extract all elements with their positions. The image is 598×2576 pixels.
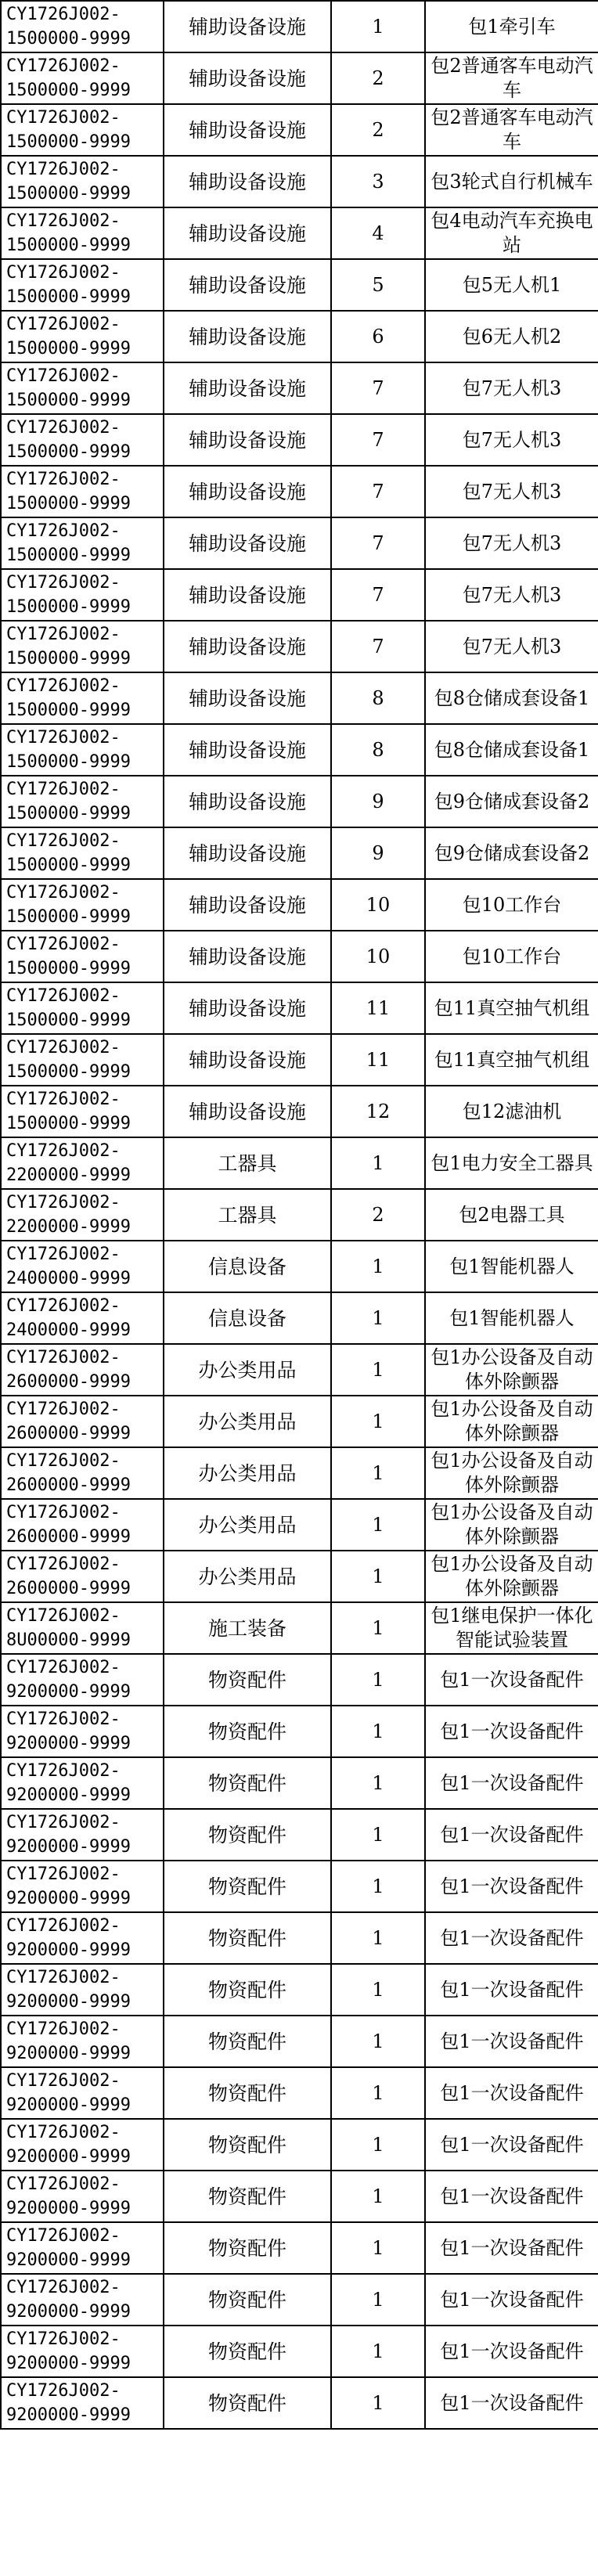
category-cell: 辅助设备设施: [164, 879, 331, 931]
package-name-cell: 包1一次设备配件: [425, 2067, 598, 2119]
category-cell: 物资配件: [164, 2119, 331, 2171]
package-name-cell: 包9仓储成套设备2: [425, 776, 598, 827]
package-number-cell: 1: [331, 1551, 425, 1602]
bid-code-cell: CY1726J002- 9200000-9999: [1, 1654, 164, 1706]
bid-code-cell: CY1726J002- 9200000-9999: [1, 2274, 164, 2326]
category-cell: 辅助设备设施: [164, 931, 331, 982]
category-cell: 办公类用品: [164, 1447, 331, 1499]
category-cell: 信息设备: [164, 1292, 331, 1344]
category-cell: 辅助设备设施: [164, 362, 331, 414]
bid-code-cell: CY1726J002- 2400000-9999: [1, 1292, 164, 1344]
category-cell: 物资配件: [164, 1809, 331, 1861]
table-row: [1, 517, 598, 569]
package-name-cell: 包7无人机3: [425, 466, 598, 517]
package-number-cell: 8: [331, 672, 425, 724]
category-cell: 辅助设备设施: [164, 207, 331, 259]
package-number-cell: 6: [331, 311, 425, 362]
package-name-cell: 包7无人机3: [425, 517, 598, 569]
bid-code-cell: CY1726J002- 9200000-9999: [1, 2067, 164, 2119]
bid-code-cell: CY1726J002- 9200000-9999: [1, 2377, 164, 2429]
bid-code-cell: CY1726J002- 9200000-9999: [1, 1757, 164, 1809]
category-cell: 物资配件: [164, 2326, 331, 2377]
table-row: [1, 724, 598, 776]
table-row: [1, 1034, 598, 1086]
table-row: [1, 1551, 598, 1602]
category-cell: 辅助设备设施: [164, 672, 331, 724]
package-number-cell: 1: [331, 1137, 425, 1189]
bid-code-cell: CY1726J002- 1500000-9999: [1, 982, 164, 1034]
table-row: [1, 1137, 598, 1189]
table-row: [1, 672, 598, 724]
table-row: [1, 1654, 598, 1706]
package-number-cell: 1: [331, 1344, 425, 1396]
package-name-cell: 包4电动汽车充换电站: [425, 207, 598, 259]
table-row: [1, 466, 598, 517]
table-row: [1, 156, 598, 207]
table-row: [1, 2016, 598, 2067]
package-number-cell: 10: [331, 879, 425, 931]
bid-code-cell: CY1726J002- 1500000-9999: [1, 879, 164, 931]
package-number-cell: 11: [331, 1034, 425, 1086]
bid-code-cell: CY1726J002- 1500000-9999: [1, 207, 164, 259]
package-name-cell: 包1一次设备配件: [425, 2222, 598, 2274]
package-name-cell: 包1智能机器人: [425, 1241, 598, 1292]
package-name-cell: 包3轮式自行机械车: [425, 156, 598, 207]
category-cell: 施工装备: [164, 1602, 331, 1654]
table-row: [1, 931, 598, 982]
category-cell: 物资配件: [164, 1654, 331, 1706]
package-name-cell: 包1继电保护一体化智能试验装置: [425, 1602, 598, 1654]
bid-code-cell: CY1726J002- 1500000-9999: [1, 1086, 164, 1137]
table-row: [1, 1706, 598, 1757]
package-name-cell: 包7无人机3: [425, 569, 598, 621]
package-name-cell: 包2电器工具: [425, 1189, 598, 1241]
bid-code-cell: CY1726J002- 9200000-9999: [1, 1912, 164, 1964]
table-row: [1, 2222, 598, 2274]
table-row: [1, 1241, 598, 1292]
category-cell: 物资配件: [164, 1861, 331, 1912]
category-cell: 办公类用品: [164, 1499, 331, 1551]
bid-code-cell: CY1726J002- 1500000-9999: [1, 776, 164, 827]
table-row: [1, 1086, 598, 1137]
category-cell: 辅助设备设施: [164, 827, 331, 879]
package-number-cell: 2: [331, 52, 425, 104]
table-row: [1, 2326, 598, 2377]
bid-code-cell: CY1726J002- 9200000-9999: [1, 1706, 164, 1757]
bid-code-cell: CY1726J002- 1500000-9999: [1, 931, 164, 982]
category-cell: 物资配件: [164, 2274, 331, 2326]
category-cell: 辅助设备设施: [164, 414, 331, 466]
bid-code-cell: CY1726J002- 2200000-9999: [1, 1189, 164, 1241]
table-body: [1, 1, 598, 2429]
table-row: [1, 569, 598, 621]
category-cell: 物资配件: [164, 2222, 331, 2274]
table-row: [1, 311, 598, 362]
package-number-cell: 2: [331, 104, 425, 156]
category-cell: 辅助设备设施: [164, 259, 331, 311]
category-cell: 物资配件: [164, 1912, 331, 1964]
category-cell: 工器具: [164, 1137, 331, 1189]
bid-code-cell: CY1726J002- 1500000-9999: [1, 569, 164, 621]
bid-code-cell: CY1726J002- 9200000-9999: [1, 1964, 164, 2016]
bid-code-cell: CY1726J002- 9200000-9999: [1, 2326, 164, 2377]
package-name-cell: 包2普通客车电动汽车: [425, 52, 598, 104]
package-name-cell: 包1一次设备配件: [425, 2274, 598, 2326]
package-number-cell: 7: [331, 414, 425, 466]
package-number-cell: 1: [331, 1447, 425, 1499]
package-number-cell: 10: [331, 931, 425, 982]
category-cell: 辅助设备设施: [164, 517, 331, 569]
package-number-cell: 1: [331, 2326, 425, 2377]
bid-code-cell: CY1726J002- 2200000-9999: [1, 1137, 164, 1189]
table-row: [1, 414, 598, 466]
package-name-cell: 包5无人机1: [425, 259, 598, 311]
table-row: [1, 1861, 598, 1912]
bid-code-cell: CY1726J002- 1500000-9999: [1, 156, 164, 207]
bid-code-cell: CY1726J002- 9200000-9999: [1, 1809, 164, 1861]
package-name-cell: 包1办公设备及自动体外除颤器: [425, 1551, 598, 1602]
table-row: [1, 1499, 598, 1551]
bid-code-cell: CY1726J002- 9200000-9999: [1, 1861, 164, 1912]
bid-code-cell: CY1726J002- 2600000-9999: [1, 1396, 164, 1447]
package-name-cell: 包1一次设备配件: [425, 2119, 598, 2171]
category-cell: 物资配件: [164, 2016, 331, 2067]
package-number-cell: 11: [331, 982, 425, 1034]
package-name-cell: 包7无人机3: [425, 414, 598, 466]
bid-code-cell: CY1726J002- 2600000-9999: [1, 1551, 164, 1602]
package-number-cell: 1: [331, 1964, 425, 2016]
package-number-cell: 1: [331, 1602, 425, 1654]
category-cell: 辅助设备设施: [164, 52, 331, 104]
table-row: [1, 362, 598, 414]
table-row: [1, 827, 598, 879]
table-row: [1, 776, 598, 827]
package-name-cell: 包11真空抽气机组: [425, 1034, 598, 1086]
table-row: [1, 207, 598, 259]
category-cell: 办公类用品: [164, 1344, 331, 1396]
package-number-cell: 1: [331, 2377, 425, 2429]
package-number-cell: 7: [331, 362, 425, 414]
bid-code-cell: CY1726J002- 1500000-9999: [1, 1034, 164, 1086]
category-cell: 辅助设备设施: [164, 156, 331, 207]
bid-code-cell: CY1726J002- 1500000-9999: [1, 621, 164, 672]
package-number-cell: 1: [331, 2274, 425, 2326]
table-row: [1, 2119, 598, 2171]
package-number-cell: 7: [331, 466, 425, 517]
table-row: [1, 982, 598, 1034]
table-row: [1, 1809, 598, 1861]
package-number-cell: 12: [331, 1086, 425, 1137]
package-number-cell: 1: [331, 1757, 425, 1809]
package-number-cell: 7: [331, 569, 425, 621]
category-cell: 辅助设备设施: [164, 724, 331, 776]
package-number-cell: 1: [331, 2222, 425, 2274]
category-cell: 辅助设备设施: [164, 1034, 331, 1086]
category-cell: 辅助设备设施: [164, 104, 331, 156]
bid-code-cell: CY1726J002- 2400000-9999: [1, 1241, 164, 1292]
package-number-cell: 1: [331, 2016, 425, 2067]
package-name-cell: 包6无人机2: [425, 311, 598, 362]
package-name-cell: 包10工作台: [425, 931, 598, 982]
table-row: [1, 2377, 598, 2429]
package-number-cell: 4: [331, 207, 425, 259]
package-number-cell: 8: [331, 724, 425, 776]
package-number-cell: 1: [331, 1861, 425, 1912]
table-row: [1, 621, 598, 672]
package-number-cell: 1: [331, 1292, 425, 1344]
package-name-cell: 包1一次设备配件: [425, 2326, 598, 2377]
package-name-cell: 包10工作台: [425, 879, 598, 931]
category-cell: 辅助设备设施: [164, 466, 331, 517]
package-name-cell: 包1一次设备配件: [425, 1912, 598, 1964]
package-name-cell: 包11真空抽气机组: [425, 982, 598, 1034]
package-number-cell: 2: [331, 1189, 425, 1241]
table-row: [1, 1447, 598, 1499]
package-number-cell: 1: [331, 1, 425, 52]
table-row: [1, 879, 598, 931]
package-number-cell: 1: [331, 1241, 425, 1292]
bid-code-cell: CY1726J002- 2600000-9999: [1, 1499, 164, 1551]
bid-code-cell: CY1726J002- 9200000-9999: [1, 2171, 164, 2222]
package-number-cell: 1: [331, 2067, 425, 2119]
category-cell: 辅助设备设施: [164, 621, 331, 672]
package-name-cell: 包1一次设备配件: [425, 1706, 598, 1757]
table-row: [1, 52, 598, 104]
table-row: [1, 104, 598, 156]
package-name-cell: 包8仓储成套设备1: [425, 724, 598, 776]
package-name-cell: 包8仓储成套设备1: [425, 672, 598, 724]
bid-code-cell: CY1726J002- 1500000-9999: [1, 827, 164, 879]
bid-code-cell: CY1726J002- 1500000-9999: [1, 52, 164, 104]
bid-code-cell: CY1726J002- 1500000-9999: [1, 517, 164, 569]
package-name-cell: 包7无人机3: [425, 362, 598, 414]
bid-code-cell: CY1726J002- 8U00000-9999: [1, 1602, 164, 1654]
package-number-cell: 1: [331, 1396, 425, 1447]
category-cell: 信息设备: [164, 1241, 331, 1292]
package-name-cell: 包1办公设备及自动体外除颤器: [425, 1447, 598, 1499]
package-name-cell: 包1一次设备配件: [425, 1964, 598, 2016]
category-cell: 辅助设备设施: [164, 311, 331, 362]
table-row: [1, 1189, 598, 1241]
category-cell: 辅助设备设施: [164, 776, 331, 827]
package-number-cell: 1: [331, 1809, 425, 1861]
category-cell: 工器具: [164, 1189, 331, 1241]
category-cell: 物资配件: [164, 2067, 331, 2119]
package-name-cell: 包1牵引车: [425, 1, 598, 52]
category-cell: 办公类用品: [164, 1396, 331, 1447]
bid-code-cell: CY1726J002- 1500000-9999: [1, 104, 164, 156]
package-name-cell: 包1办公设备及自动体外除颤器: [425, 1344, 598, 1396]
category-cell: 物资配件: [164, 2171, 331, 2222]
package-name-cell: 包1一次设备配件: [425, 1861, 598, 1912]
bid-code-cell: CY1726J002- 1500000-9999: [1, 362, 164, 414]
package-number-cell: 9: [331, 776, 425, 827]
table-row: [1, 1964, 598, 2016]
package-name-cell: 包1一次设备配件: [425, 2016, 598, 2067]
bid-code-cell: CY1726J002- 1500000-9999: [1, 414, 164, 466]
package-name-cell: 包7无人机3: [425, 621, 598, 672]
bid-code-cell: CY1726J002- 9200000-9999: [1, 2119, 164, 2171]
table-row: [1, 2274, 598, 2326]
package-name-cell: 包9仓储成套设备2: [425, 827, 598, 879]
package-name-cell: 包1电力安全工器具: [425, 1137, 598, 1189]
package-number-cell: 1: [331, 1912, 425, 1964]
package-number-cell: 5: [331, 259, 425, 311]
package-name-cell: 包1办公设备及自动体外除颤器: [425, 1499, 598, 1551]
package-number-cell: 1: [331, 2171, 425, 2222]
package-name-cell: 包1智能机器人: [425, 1292, 598, 1344]
table-row: [1, 1344, 598, 1396]
package-number-cell: 7: [331, 517, 425, 569]
package-number-cell: 9: [331, 827, 425, 879]
category-cell: 辅助设备设施: [164, 1, 331, 52]
category-cell: 辅助设备设施: [164, 1086, 331, 1137]
table-row: [1, 1602, 598, 1654]
package-name-cell: 包1一次设备配件: [425, 2377, 598, 2429]
bid-code-cell: CY1726J002- 2600000-9999: [1, 1447, 164, 1499]
table-row: [1, 1292, 598, 1344]
package-name-cell: 包1一次设备配件: [425, 1757, 598, 1809]
category-cell: 辅助设备设施: [164, 982, 331, 1034]
bid-code-cell: CY1726J002- 1500000-9999: [1, 672, 164, 724]
bid-code-cell: CY1726J002- 9200000-9999: [1, 2016, 164, 2067]
bid-code-cell: CY1726J002- 2600000-9999: [1, 1344, 164, 1396]
bid-code-cell: CY1726J002- 9200000-9999: [1, 2222, 164, 2274]
category-cell: 辅助设备设施: [164, 569, 331, 621]
category-cell: 物资配件: [164, 1757, 331, 1809]
package-number-cell: 1: [331, 1706, 425, 1757]
category-cell: 物资配件: [164, 1706, 331, 1757]
bid-code-cell: CY1726J002- 1500000-9999: [1, 311, 164, 362]
package-number-cell: 3: [331, 156, 425, 207]
package-number-cell: 7: [331, 621, 425, 672]
package-name-cell: 包1一次设备配件: [425, 1654, 598, 1706]
package-name-cell: 包1一次设备配件: [425, 1809, 598, 1861]
table-row: [1, 1912, 598, 1964]
table-row: [1, 1, 598, 52]
table-row: [1, 1757, 598, 1809]
bid-code-cell: CY1726J002- 1500000-9999: [1, 724, 164, 776]
package-name-cell: 包12滤油机: [425, 1086, 598, 1137]
package-number-cell: 1: [331, 2119, 425, 2171]
bid-code-cell: CY1726J002- 1500000-9999: [1, 1, 164, 52]
category-cell: 办公类用品: [164, 1551, 331, 1602]
bid-code-cell: CY1726J002- 1500000-9999: [1, 259, 164, 311]
category-cell: 物资配件: [164, 2377, 331, 2429]
package-name-cell: 包1办公设备及自动体外除颤器: [425, 1396, 598, 1447]
package-name-cell: 包2普通客车电动汽车: [425, 104, 598, 156]
package-number-cell: 1: [331, 1654, 425, 1706]
package-name-cell: 包1一次设备配件: [425, 2171, 598, 2222]
table-row: [1, 259, 598, 311]
category-cell: 物资配件: [164, 1964, 331, 2016]
bid-code-cell: CY1726J002- 1500000-9999: [1, 466, 164, 517]
package-number-cell: 1: [331, 1499, 425, 1551]
table-row: [1, 2171, 598, 2222]
table-row: [1, 2067, 598, 2119]
table-row: [1, 1396, 598, 1447]
